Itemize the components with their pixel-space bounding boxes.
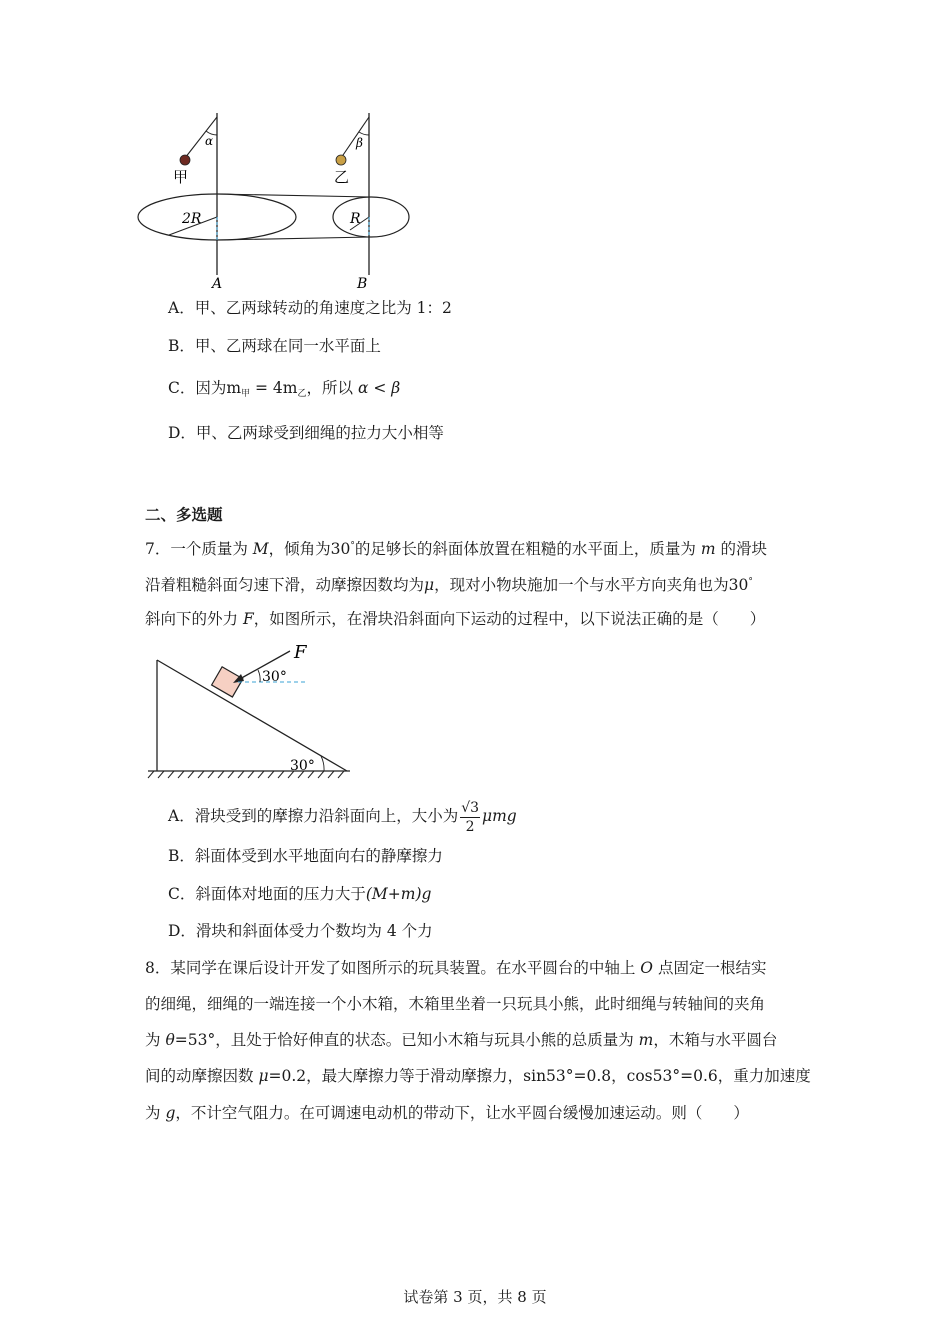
page-footer: 试卷第 3 页，共 8 页 bbox=[403, 1288, 547, 1306]
figure-incline bbox=[140, 638, 365, 783]
q8-line3 bbox=[145, 1030, 777, 1050]
q7-option-c bbox=[168, 884, 431, 904]
q8-line5 bbox=[145, 1103, 749, 1123]
q6-c-eq: = 4m bbox=[250, 379, 298, 397]
label-angle-bottom: 30° bbox=[290, 758, 315, 774]
q7-l3-F: F bbox=[242, 610, 254, 628]
q7-option-d: D．滑块和斜面体受力个数均为 4 个力 bbox=[168, 922, 433, 940]
q6-c-relation: α < β bbox=[357, 379, 401, 397]
incline-slope bbox=[157, 660, 347, 771]
q7-option-b: B．斜面体受到水平地面向右的静摩擦力 bbox=[168, 847, 443, 865]
q8-l5a: 为 bbox=[145, 1104, 166, 1122]
figure-pendulum-belt bbox=[135, 105, 425, 295]
q8-l1b: 点固定一根结实 bbox=[653, 959, 767, 977]
ball-yi bbox=[336, 155, 346, 165]
label-B: B bbox=[357, 276, 368, 292]
q7-l1a: 7．一个质量为 bbox=[145, 540, 253, 558]
q7-l2-mu: μ bbox=[424, 576, 435, 594]
label-alpha: α bbox=[205, 134, 214, 148]
q7-l2b: ，现对小物块施加一个与水平方向夹角也为30 bbox=[434, 576, 749, 594]
q7-line2 bbox=[145, 572, 753, 595]
q7-l3b: ，如图所示，在滑块沿斜面向下运动的过程中，以下说法正确的是（ ） bbox=[253, 610, 766, 628]
q6-c-prefix: C．因为 bbox=[168, 379, 227, 397]
q6-option-c bbox=[168, 378, 400, 404]
q7-l1b: ，倾角为30 bbox=[268, 540, 351, 558]
q6-option-a: A．甲、乙两球转动的角速度之比为 1：2 bbox=[168, 299, 452, 317]
q7-l1-m: m bbox=[700, 540, 716, 558]
label-2R: 2R bbox=[182, 211, 202, 227]
q8-l3c: ，木箱与水平圆台 bbox=[653, 1031, 778, 1049]
q6-c-sub1: 甲 bbox=[241, 389, 251, 399]
q7-option-a bbox=[168, 796, 517, 836]
q7-l1-deg: ° bbox=[350, 541, 355, 551]
label-R: R bbox=[350, 211, 361, 227]
q8-line2: 的细绳，细绳的一端连接一个小木箱，木箱里坐着一只玩具小熊，此时细绳与转轴间的夹角 bbox=[145, 995, 766, 1013]
label-F: F bbox=[294, 642, 307, 663]
q8-line1 bbox=[145, 958, 766, 978]
disc-small bbox=[333, 197, 409, 237]
q7-l1-M: M bbox=[252, 540, 269, 558]
q8-line4 bbox=[145, 1066, 811, 1086]
q7-c-expr: (M+m)g bbox=[365, 885, 432, 903]
q6-c-sub2: 乙 bbox=[297, 389, 307, 399]
q6-option-b: B．甲、乙两球在同一水平面上 bbox=[168, 337, 381, 355]
q6-c-mid: ，所以 bbox=[306, 379, 358, 397]
arc-bottom bbox=[321, 756, 324, 771]
q7-a-text: A．滑块受到的摩擦力沿斜面向上，大小为 bbox=[168, 807, 459, 825]
q7-c-text: C．斜面体对地面的压力大于 bbox=[168, 885, 366, 903]
q7-l2a: 沿着粗糙斜面匀速下滑，动摩擦因数均为 bbox=[145, 576, 425, 594]
label-angle-top: 30° bbox=[262, 669, 287, 685]
q7-a-mumg: μmg bbox=[482, 807, 517, 825]
q8-l5-g: g bbox=[165, 1104, 176, 1122]
label-yi: 乙 bbox=[334, 168, 350, 186]
q7-l2-deg: ° bbox=[748, 577, 753, 587]
q7-a-num: √3 bbox=[461, 799, 480, 816]
q7-l3a: 斜向下的外力 bbox=[145, 610, 243, 628]
string-yi bbox=[341, 117, 369, 158]
ball-jia bbox=[180, 155, 190, 165]
q6-c-m1: m bbox=[226, 379, 242, 397]
q7-a-den: 2 bbox=[465, 818, 475, 835]
q8-l4a: 间的动摩擦因数 bbox=[145, 1067, 259, 1085]
q8-l3b: =53°，且处于恰好伸直的状态。已知小木箱与玩具小熊的总质量为 bbox=[174, 1031, 639, 1049]
q7-line3 bbox=[145, 609, 765, 629]
q8-l1a: 8．某同学在课后设计开发了如图所示的玩具装置。在水平圆台的中轴上 bbox=[145, 959, 641, 977]
q7-line1 bbox=[145, 536, 767, 559]
q8-l3-theta: θ bbox=[165, 1031, 175, 1049]
q7-a-fraction bbox=[460, 799, 480, 836]
q8-l5b: ，不计空气阻力。在可调速电动机的带动下，让水平圆台缓慢加速运动。则（ ） bbox=[175, 1104, 749, 1122]
q7-l1d: 的滑块 bbox=[715, 540, 767, 558]
q8-l4-mu: μ bbox=[258, 1067, 269, 1085]
q8-l1-O: O bbox=[640, 959, 654, 977]
arc-top bbox=[258, 670, 260, 682]
q6-option-d: D．甲、乙两球受到细绳的拉力大小相等 bbox=[168, 424, 444, 442]
arc-beta bbox=[359, 132, 369, 135]
label-A: A bbox=[212, 276, 223, 292]
q8-l3-m: m bbox=[638, 1031, 654, 1049]
section-title: 二、多选题 bbox=[145, 505, 223, 524]
label-beta: β bbox=[356, 136, 363, 150]
q7-l1c: 的足够长的斜面体放置在粗糙的水平面上，质量为 bbox=[354, 540, 701, 558]
q8-l3a: 为 bbox=[145, 1031, 166, 1049]
q8-l4b: =0.2，最大摩擦力等于滑动摩擦力，sin53°=0.8，cos53°=0.6，重力加速度 bbox=[268, 1067, 811, 1085]
label-jia: 甲 bbox=[173, 168, 189, 186]
